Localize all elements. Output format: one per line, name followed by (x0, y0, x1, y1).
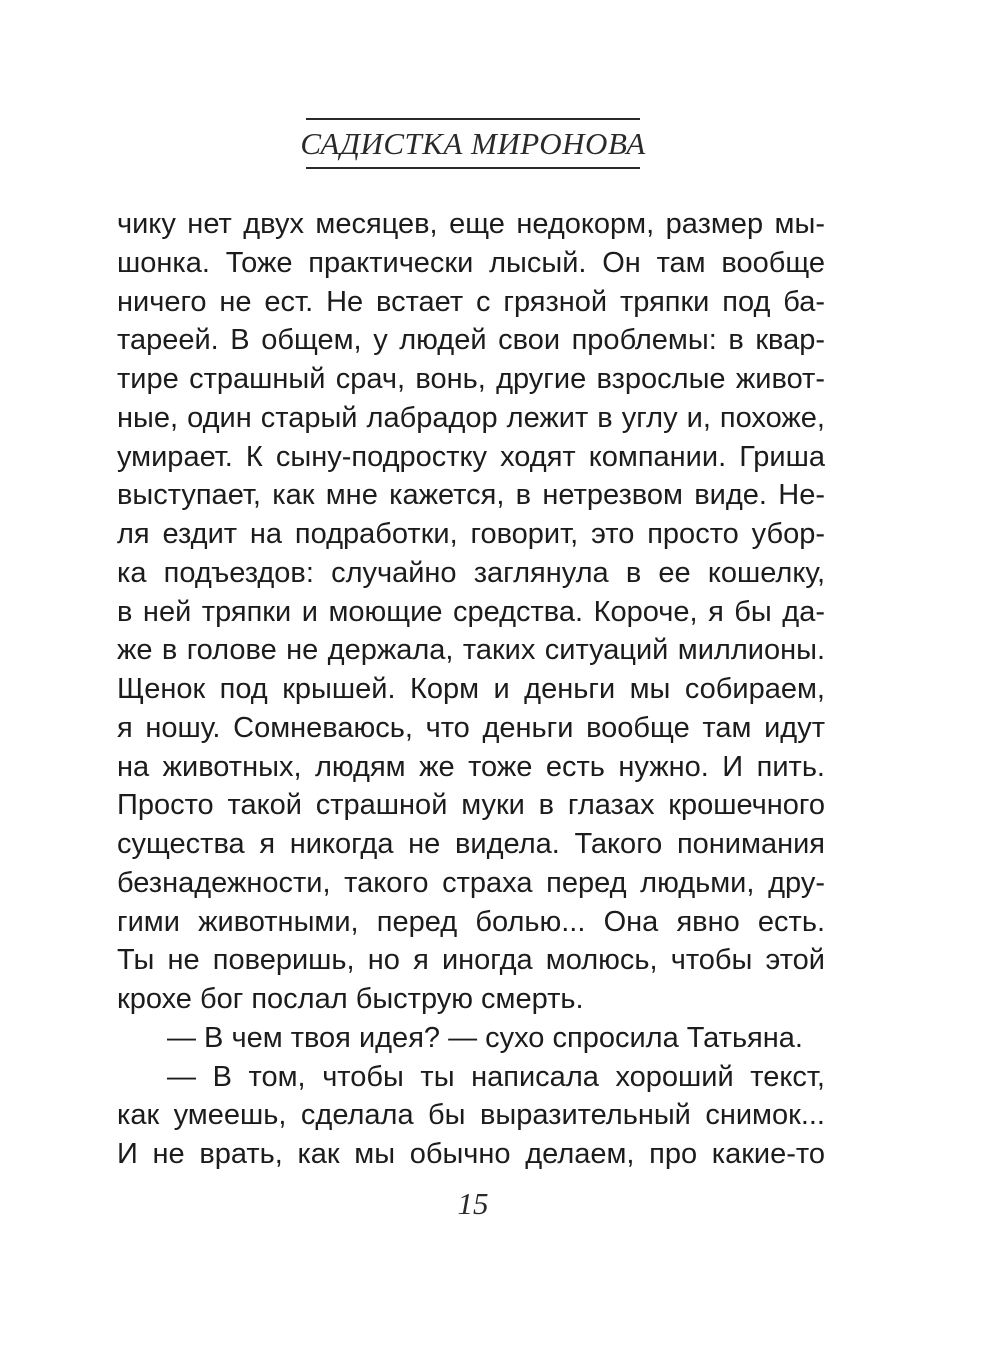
text-line: ка подъездов: случайно заглянула в ее кошелку, (117, 556, 825, 589)
text-line: Просто такой страшной муки в глазах крошечного (117, 789, 825, 822)
text-line: как умеешь, сделала бы выразительный снимок... (117, 1099, 825, 1132)
text-line: И не врать, как мы обычно делаем, про какие-то (117, 1138, 825, 1170)
text-line: тареей. В общем, у людей свои проблемы: в квар- (117, 324, 825, 357)
text-line: существа я никогда не видела. Такого понимания (117, 828, 825, 860)
body-text (117, 205, 825, 1174)
text-line: шонка. Тоже практически лысый. Он там вообще (117, 246, 825, 279)
page-number: 15 (457, 1186, 489, 1221)
text-line: же в голове не держала, таких ситуаций миллионы. (117, 634, 825, 667)
text-line: гими животными, перед болью... Она явно есть. (117, 905, 825, 938)
running-head-title: САДИСТКА МИРОНОВА (300, 125, 646, 161)
text-line: чику нет двух месяцев, еще недокорм, размер мы- (117, 208, 825, 240)
text-line: ля ездит на подработки, говорит, это просто убор- (117, 518, 825, 550)
text-line: крохе бог послал быструю смерть. (117, 983, 584, 1015)
running-head (300, 118, 646, 169)
text-line: умирает. К сыну-подростку ходят компании. Гриша (117, 440, 825, 473)
text-line: Ты не поверишь, но я иногда молюсь, чтобы этой (117, 944, 825, 977)
text-line: в ней тряпки и моющие средства. Короче, я бы да- (117, 595, 825, 628)
text-line: на животных, людям же тоже есть нужно. И пить. (117, 750, 825, 783)
text-line: выступает, как мне кажется, в нетрезвом виде. Не- (117, 479, 825, 512)
text-line: ные, один старый лабрадор лежит в углу и, похоже, (117, 401, 825, 434)
text-line: тире страшный срач, вонь, другие взрослые живот- (117, 363, 825, 395)
dialogue-line: — В чем твоя идея? — сухо спросила Татьяна. (167, 1021, 803, 1054)
text-line: я ношу. Сомневаюсь, что деньги вообще там идут (117, 711, 825, 744)
text-line: Щенок под крышей. Корм и деньги мы собираем, (117, 673, 825, 705)
dialogue-line: — В том, чтобы ты написала хороший текст, (167, 1060, 825, 1093)
text-line: безнадежности, такого страха перед людьми, дру- (117, 866, 825, 899)
text-line: ничего не ест. Не встает с грязной тряпки под ба- (117, 285, 825, 318)
